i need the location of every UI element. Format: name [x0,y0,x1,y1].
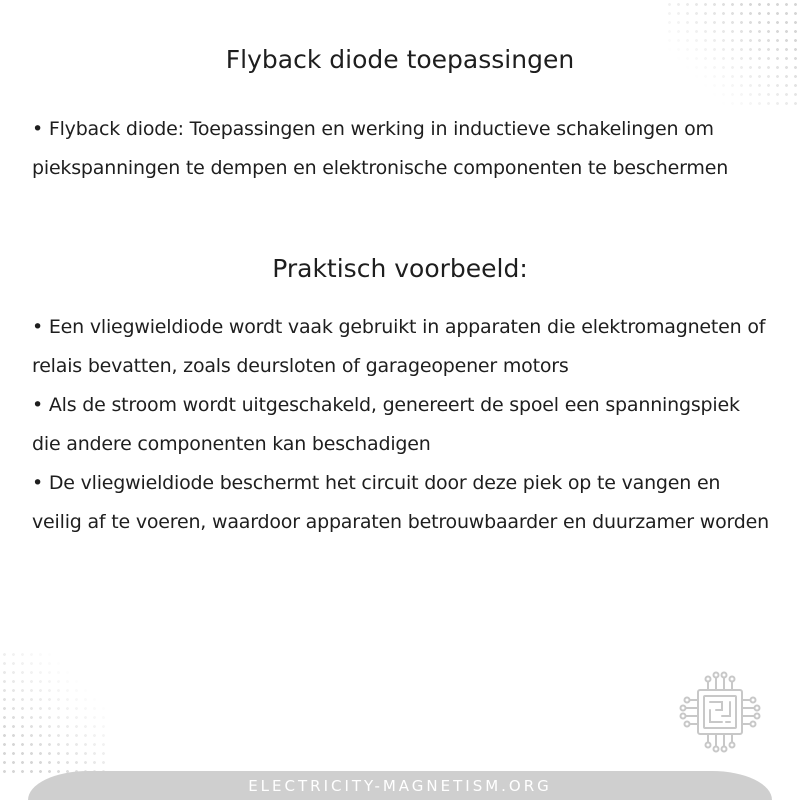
example-list [32,308,772,542]
footer-site-name: ELECTRICITY-MAGNETISM.ORG [248,776,552,795]
footer-bar [28,771,772,800]
page-title: Flyback diode toepassingen [225,45,575,74]
example-bullet-2: • Als de stroom wordt uitgeschakeld, genereert de spoel een spanningspiek die andere componenten kan beschadigen [32,394,740,455]
example-bullet-1: • Een vliegwieldiode wordt vaak gebruikt in apparaten die elektromagneten of relais bevatten, zoals deursloten of garageopener motors [32,316,766,377]
example-bullet-3: • De vliegwieldiode beschermt het circuit door deze piek op te vangen en veilig af te voeren, waardoor apparaten betrouwbaarder en duurzamer worden [32,472,769,533]
intro-bullet: • Flyback diode: Toepassingen en werking in inductieve schakelingen om piekspanningen te dempen en elektronische componenten te beschermen [32,118,729,179]
example-heading: Praktisch voorbeeld: [272,254,528,283]
decorative-dot-pattern-bottom-left [0,650,110,775]
circuit-chip-icon [676,668,764,756]
intro-section [32,110,772,188]
